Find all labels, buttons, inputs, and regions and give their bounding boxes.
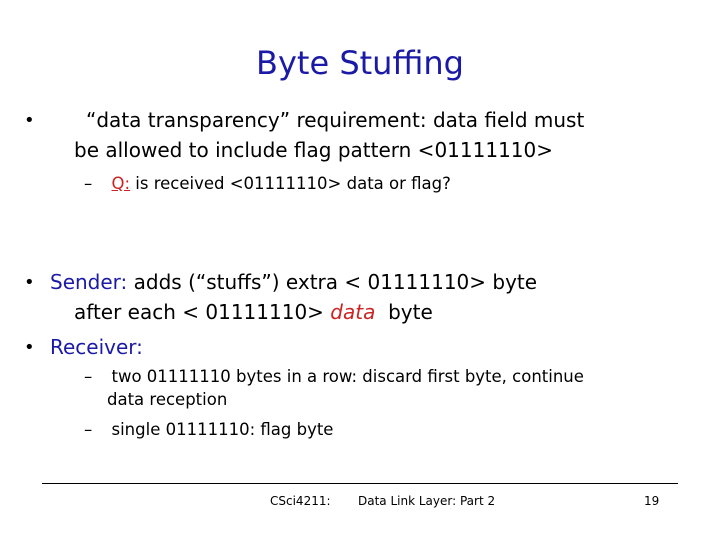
receiver-subitem-1 [84, 367, 584, 386]
receiver-subitem-1-line-2: data reception [107, 390, 228, 409]
dash-marker: – [84, 420, 93, 439]
sender-label: Sender: [50, 270, 128, 294]
sender-text-2b: byte [375, 300, 433, 324]
bullet-2-line-1 [50, 270, 537, 294]
sender-text: adds (“stuffs”) extra < 01111110> byte [127, 270, 538, 294]
bullet-marker: • [24, 272, 35, 293]
bullet-marker: • [24, 110, 35, 131]
sender-text-2a: after each < 01111110> [74, 300, 331, 324]
page-number: 19 [644, 494, 660, 508]
footer-course: CSci4211: [270, 494, 331, 508]
bullet-1-line-2: be allowed to include flag pattern <01111110> [74, 138, 553, 162]
question-label: Q: [111, 174, 131, 193]
data-emphasis: data [330, 300, 376, 324]
footer-divider [42, 483, 678, 484]
slide-title: Byte Stuffing [256, 44, 464, 82]
receiver-subitem-2-text: single 01111110: flag byte [111, 420, 334, 439]
receiver-subitem-2 [84, 420, 333, 439]
question-text: is received <01111110> data or flag? [130, 174, 451, 193]
bullet-2-line-2 [74, 300, 433, 324]
footer-topic: Data Link Layer: Part 2 [358, 494, 496, 508]
dash-marker: – [84, 367, 93, 386]
dash-marker: – [84, 174, 93, 193]
bullet-1-line-1: “data transparency” requirement: data field must [86, 108, 585, 132]
bullet-1-subitem [84, 174, 451, 193]
bullet-marker: • [24, 337, 35, 358]
receiver-label: Receiver: [50, 335, 143, 359]
receiver-subitem-1-line-1: two 01111110 bytes in a row: discard first byte, continue [111, 367, 584, 386]
